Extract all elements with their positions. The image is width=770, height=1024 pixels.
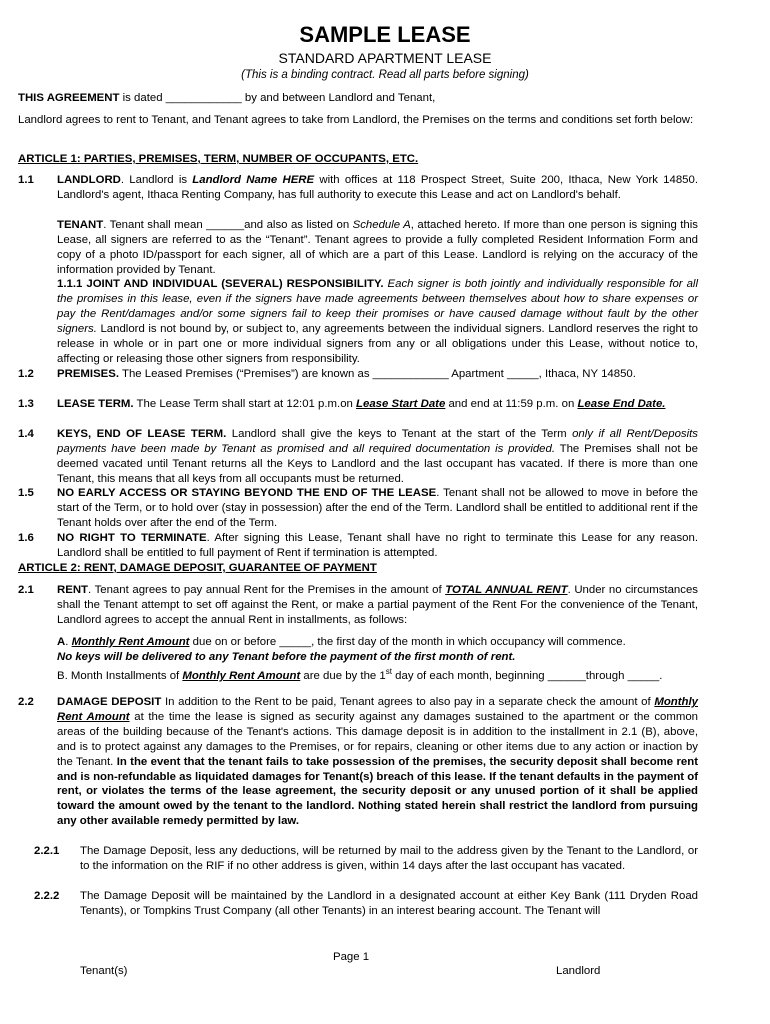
binding-note: (This is a binding contract. Read all parts before signing) — [241, 69, 529, 81]
page-subtitle: STANDARD APARTMENT LEASE — [278, 50, 492, 66]
agreement-label: THIS AGREEMENT — [18, 92, 120, 104]
section-1-1-number: 1.1 — [18, 174, 34, 186]
installment-b-text-2: are due by the 1 — [300, 669, 386, 682]
lease-term-text: The Lease Term shall start at 12:01 p.m.on — [133, 398, 357, 410]
no-right-label: NO RIGHT TO TERMINATE — [57, 532, 207, 544]
premises-label: PREMISES. — [57, 368, 120, 380]
no-keys-notice: No keys will be delivered to any Tenant before the payment of the first month of rent. — [57, 651, 516, 663]
joint-responsibility-text: Landlord is not bound by, or subject to, any agreements between the individual signers. Landlord reserves the right to release in whole or in part one or more individual signers from any or all obligations under this Lease, without notice to, affecting or releasing those other signers from responsibility. — [57, 322, 698, 365]
section-1-4-number: 1.4 — [18, 428, 34, 440]
section-2-2-2: The Damage Deposit will be maintained by the Landlord in a designated account at either Key Bank (111 Dryden Road Tenants), or Tompkins Trust Company (all other Tenants) in an interest bearing account. The Tenant will — [80, 890, 698, 917]
damage-deposit-bold: In the event that the tenant fails to take possession of the premises, the security deposit shall become rent and is non-refundable as liquidated damages for Tenant(s) breach of this lease. If the tenant defaults in the payment of rent, or violates the terms of the lease agreement, the security deposit or any unused portion of it shall be applied toward the amount owed by the tenant to the landlord. Nothing stated herein shall restrict the landlord from pursuing any other available remedy permitted by law. — [57, 755, 698, 828]
landlord-address-text: with offices at 118 Prospect Street, Suite 200, Ithaca, New York 14850. Landlord's agent, Ithaca Renting Company, has full authority to execute this Lease and act on Landlord's behalf. — [57, 174, 699, 201]
page-number: Page 1 — [333, 951, 370, 963]
tenant-label: TENANT — [57, 219, 104, 231]
no-early-access-label: NO EARLY ACCESS OR STAYING BEYOND THE END OF THE LEASE — [57, 487, 437, 499]
agree-paragraph: Landlord agrees to rent to Tenant, and Tenant agrees to take from Landlord, the Premises on the terms and conditions set forth below: — [18, 114, 694, 126]
agreement-text: is dated ____________ by and between Landlord and Tenant, — [119, 92, 436, 104]
joint-responsibility-label: 1.1.1 JOINT AND INDIVIDUAL (SEVERAL) RESPONSIBILITY. — [57, 278, 384, 290]
damage-deposit-text-2: at the time the lease is signed as security against any damages sustained to the apartment or the common areas of the building because of the Tenant's actions. This damage deposit is in addition to the installment in 2.1 (B), above, and is to protect against any damages to the Premises, or for repairs, cleaning or other items due to any action or inaction by the Tenant. — [57, 710, 699, 768]
agreement-line — [18, 91, 698, 106]
section-2-2-1-number: 2.2.1 — [34, 845, 60, 857]
no-right-text: . After signing this Lease, Tenant shall have no right to terminate this Lease for any reason. Landlord shall be entitled to full payment of Rent if termination is attempted. — [57, 532, 698, 559]
section-2-1-number: 2.1 — [18, 584, 34, 596]
installment-a-label: A — [57, 636, 66, 648]
rent-text: . Tenant agrees to pay annual Rent for the Premises in the amount of — [88, 584, 446, 596]
total-annual-rent: TOTAL ANNUAL RENT — [445, 584, 568, 596]
page-title: SAMPLE LEASE — [299, 22, 471, 47]
section-1-1-1 — [57, 277, 698, 366]
first-superscript: st — [385, 667, 392, 676]
article-2-heading: ARTICLE 2: RENT, DAMAGE DEPOSIT, GUARANTEE OF PAYMENT — [18, 562, 377, 574]
monthly-rent-amount-a: Monthly Rent Amount — [71, 636, 190, 648]
premises-text: The Leased Premises (“Premises”) are known as ____________ Apartment _____, Ithaca, NY 14850. — [119, 368, 636, 380]
no-early-access-text: . Tenant shall not be allowed to move in before the start of the Term, or to hold over (stay in possession) after the end of the Term. Landlord shall be entitled to additional rent if the Tenant holds over after the end of the Term. — [57, 487, 698, 529]
section-1-1-tenant — [57, 218, 698, 278]
section-1-2-number: 1.2 — [18, 368, 34, 380]
installment-b-text: B. Month Installments of — [57, 669, 183, 682]
lease-start-date: Lease Start Date — [356, 398, 446, 410]
section-1-6 — [57, 531, 698, 561]
damage-deposit-text: In addition to the Rent to be paid, Tenant agrees to also pay in a separate check the amount of — [161, 696, 655, 708]
landlord-signature-label: Landlord — [556, 965, 601, 977]
lease-term-label: LEASE TERM. — [57, 398, 134, 410]
section-1-5 — [57, 486, 698, 531]
tenant-text: . Tenant shall mean ______and also as listed on — [103, 219, 353, 231]
joint-responsibility-italic: Each signer is both jointly and individually responsible for all the promises in this lease, even if the signers have made agreements between themselves about how to share expenses or pay the Rent/damages and/or some signers fail to keep their promises or have caused damage without fault by the other signers. — [57, 278, 698, 335]
keys-text-2: The Premises shall not be deemed vacated until Tenant returns all the Keys to Landlord and the last occupant has vacated. If there is more than one Tenant, this means that all keys from all occupants must be returned. — [57, 442, 698, 485]
section-1-4 — [57, 427, 698, 487]
rent-text-2: . Under no circumstances shall the Tenant attempt to set off against the Rent, or make a partial payment of the Rent For the convenience of the Tenant, Landlord agrees to accept the annual Rent in installments, as follows: — [57, 584, 698, 626]
monthly-rent-amount-b: Monthly Rent Amount — [182, 669, 301, 682]
keys-label: KEYS, END OF LEASE TERM. — [57, 428, 227, 440]
section-1-5-number: 1.5 — [18, 487, 34, 499]
keys-text: Landlord shall give the keys to Tenant at the start of the Term — [226, 428, 573, 440]
installment-b-text-3: day of each month, beginning ______through _____. — [392, 669, 663, 682]
section-1-2 — [57, 367, 698, 382]
section-2-1-b — [57, 665, 698, 684]
section-2-2-number: 2.2 — [18, 696, 34, 708]
schedule-a: Schedule A — [352, 219, 411, 231]
installment-a-text: due on or before _____, the first day of the month in which occupancy will commence. — [189, 636, 626, 648]
section-1-1-landlord — [57, 173, 698, 203]
section-2-2-2-number: 2.2.2 — [34, 890, 60, 902]
lease-end-date: Lease End Date. — [577, 398, 666, 410]
section-2-1-a — [57, 635, 698, 650]
landlord-text: . Landlord is — [120, 174, 193, 186]
section-2-2-1: The Damage Deposit, less any deductions, will be returned by mail to the address given by the Tenant to the Landlord, or to the information on the RIF if no other address is given, within 14 days after the last occupant has vacated. — [80, 845, 698, 872]
monthly-rent-amount-c: Monthly Rent Amount — [57, 696, 698, 723]
tenant-signature-label: Tenant(s) — [80, 965, 128, 977]
tenant-text-2: , attached hereto. If more than one person is signing this Lease, all signers are referred to as the “Tenant”. Tenant agrees to provide a fully completed Resident Information Form and copy of a photo ID/passport for each signer, all of which are a part of this Lease. Landlord is relying on the accuracy of the information provided by Tenant. — [57, 219, 698, 276]
article-1-heading: ARTICLE 1: PARTIES, PREMISES, TERM, NUMBER OF OCCUPANTS, ETC. — [18, 153, 419, 165]
rent-label: RENT — [57, 584, 89, 596]
lease-term-text-2: and end at 11:59 p.m. on — [445, 398, 578, 410]
damage-deposit-label: DAMAGE DEPOSIT — [57, 696, 162, 708]
section-2-2 — [57, 695, 698, 829]
landlord-name: Landlord Name HERE — [192, 174, 315, 186]
section-1-3-number: 1.3 — [18, 398, 34, 410]
section-1-6-number: 1.6 — [18, 532, 34, 544]
landlord-label: LANDLORD — [57, 174, 121, 186]
installment-a-sep: . — [65, 636, 72, 648]
section-1-3 — [57, 397, 698, 412]
keys-italic: only if all Rent/Deposits payments have been made by Tenant as promised and all required documentation is provided. — [57, 428, 699, 455]
section-2-1 — [57, 583, 698, 628]
